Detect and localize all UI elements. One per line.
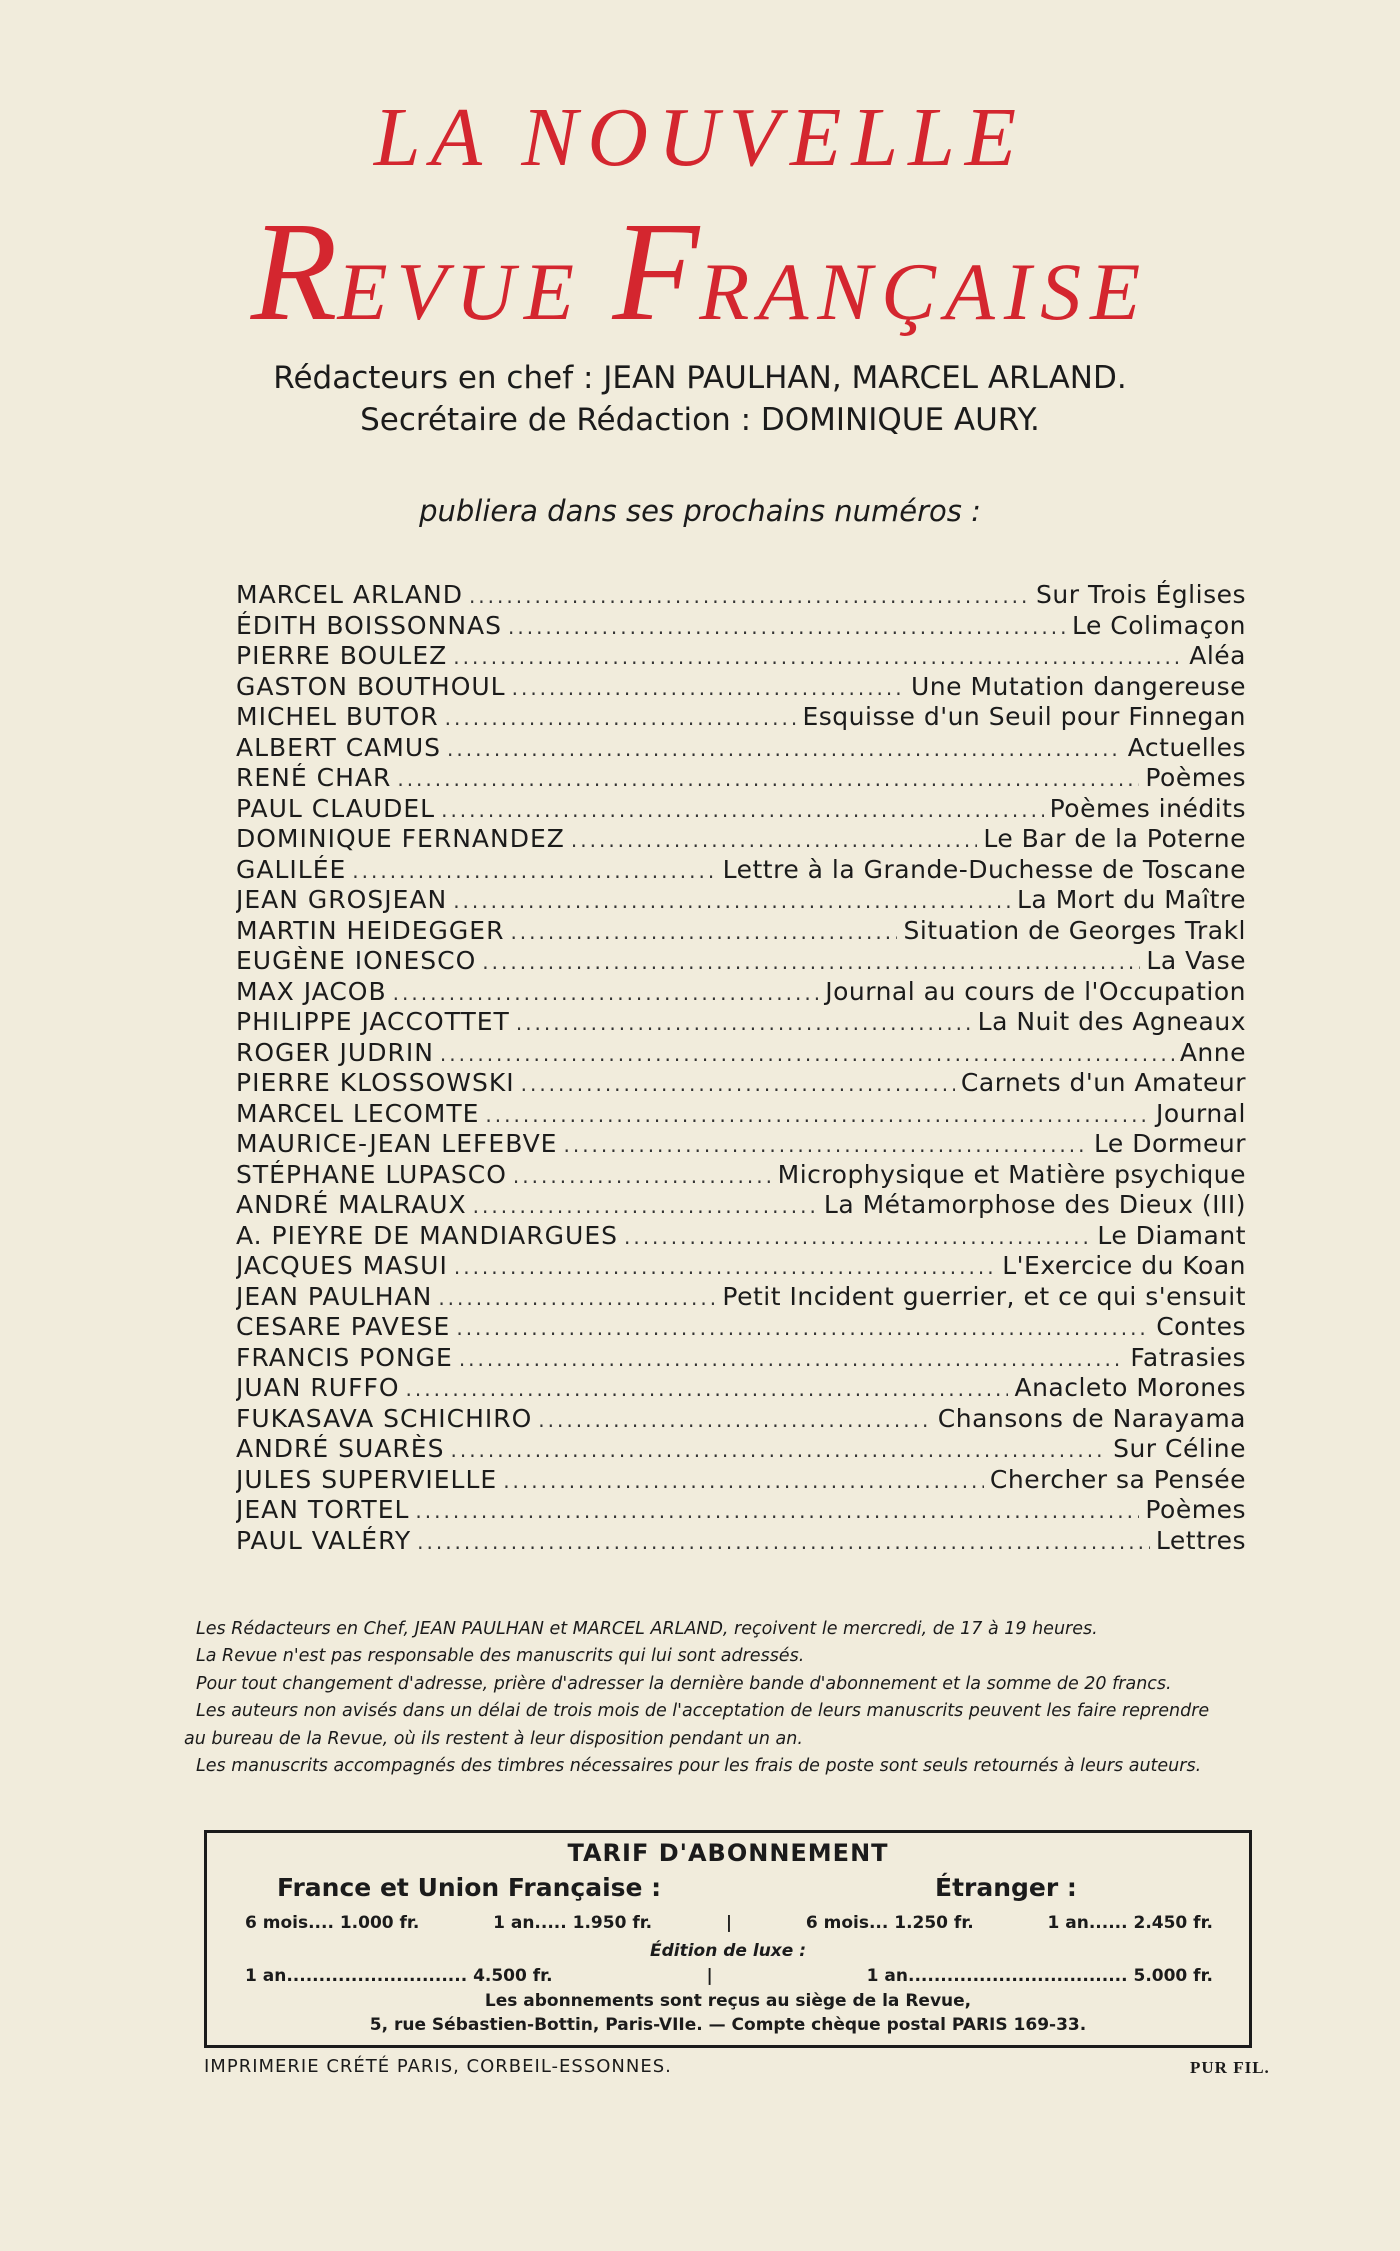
work-title: L'Exercice du Koan <box>1002 1251 1246 1280</box>
author-name: GASTON BOUTHOUL <box>236 671 506 701</box>
work-title: Sur Céline <box>1113 1434 1246 1463</box>
author-name: ÉDITH BOISSONNAS <box>236 610 502 640</box>
luxe-heading: Édition de luxe : <box>649 1941 807 1961</box>
author-name: ALBERT CAMUS <box>236 732 442 762</box>
contents-row <box>236 855 1246 886</box>
work-title: Chercher sa Pensée <box>989 1464 1246 1494</box>
contents-row <box>236 885 1246 916</box>
work-title: Anne <box>1179 1037 1246 1067</box>
dot-leader <box>516 1011 972 1035</box>
contents-row <box>236 672 1246 703</box>
dot-leader <box>563 1133 1087 1157</box>
contents-row <box>236 1526 1246 1557</box>
contents-row <box>236 1221 1246 1252</box>
dot-leader <box>447 737 1122 761</box>
contents-row <box>236 611 1246 642</box>
contents-list <box>236 580 1246 1556</box>
dot-leader <box>482 950 1140 974</box>
dot-leader <box>454 1255 996 1279</box>
dot-leader <box>512 676 905 700</box>
dot-leader <box>406 1377 1009 1401</box>
dot-leader <box>445 706 797 730</box>
work-title: Situation de Georges Trakl <box>903 915 1246 945</box>
masthead-line2 <box>0 192 1400 350</box>
contents-row <box>236 1251 1246 1282</box>
work-title: Petit Incident guerrier, et ce qui s'ensuit <box>722 1281 1246 1311</box>
author-name: PAUL CLAUDEL <box>236 793 436 823</box>
contents-row <box>236 824 1246 855</box>
contents-row <box>236 916 1246 947</box>
work-title: Microphysique et Matière psychique <box>777 1159 1246 1189</box>
dot-leader <box>510 920 897 944</box>
contents-row <box>236 702 1246 733</box>
contents-row <box>236 1160 1246 1191</box>
author-name: JEAN PAULHAN <box>236 1281 433 1311</box>
author-name: FRANCIS PONGE <box>236 1342 453 1372</box>
dot-leader <box>438 1286 716 1310</box>
dot-leader <box>441 798 1044 822</box>
france-heading: France et Union Française : <box>277 1873 662 1902</box>
dot-leader <box>485 1103 1150 1127</box>
dot-leader <box>456 1316 1150 1340</box>
price-cell: 1 an...... 2.450 fr. <box>1047 1913 1213 1933</box>
upcoming-heading: publiera dans ses prochains numéros : <box>419 494 981 528</box>
work-title: La Métamorphose des Dieux (III) <box>823 1190 1246 1219</box>
contents-row <box>236 733 1246 764</box>
work-title: Journal au cours de l'Occupation <box>825 976 1246 1006</box>
contents-row <box>236 1373 1246 1404</box>
dot-leader <box>538 1408 931 1432</box>
work-title: Anacleto Morones <box>1014 1373 1246 1402</box>
contents-row <box>236 1343 1246 1374</box>
dot-leader <box>415 1499 1139 1523</box>
work-title: Poèmes <box>1145 1495 1246 1524</box>
work-title: Fatrasies <box>1130 1342 1246 1372</box>
author-name: ANDRÉ SUARÈS <box>236 1434 445 1463</box>
dot-leader <box>513 1164 772 1188</box>
subscription-title: TARIF D'ABONNEMENT <box>567 1839 889 1867</box>
work-title: La Mort du Maître <box>1017 885 1246 914</box>
dot-leader <box>469 584 1030 608</box>
contents-row <box>236 1312 1246 1343</box>
price-cell: 1 an............................ 4.500 fr. <box>245 1966 553 1986</box>
masthead-line1: LA NOUVELLE <box>373 91 1027 184</box>
dot-leader <box>473 1194 818 1218</box>
author-name: JUAN RUFFO <box>236 1373 400 1402</box>
contents-row <box>236 977 1246 1008</box>
note-line: Les manuscrits accompagnés des timbres nécessaires pour les frais de poste sont seuls retournés à leurs auteurs. <box>196 1756 1202 1777</box>
contents-row <box>236 1129 1246 1160</box>
work-title: Le Bar de la Poterne <box>983 824 1246 853</box>
work-title: Le Colimaçon <box>1071 610 1246 640</box>
paper-note: PUR FIL. <box>1190 2058 1270 2077</box>
author-name: ROGER JUDRIN <box>236 1037 434 1067</box>
dot-leader <box>417 1530 1150 1554</box>
dot-leader <box>453 645 1183 669</box>
contents-row <box>236 1465 1246 1496</box>
author-name: MARCEL LECOMTE <box>236 1098 480 1128</box>
masthead-initial-r: R <box>250 192 338 350</box>
work-title: La Nuit des Agneaux <box>977 1007 1246 1036</box>
work-title: Le Dormeur <box>1093 1129 1246 1158</box>
work-title: Poèmes <box>1145 763 1246 792</box>
contents-row <box>236 580 1246 611</box>
contents-row <box>236 763 1246 794</box>
author-name: JACQUES MASUI <box>236 1251 448 1280</box>
price-cell: 6 mois... 1.250 fr. <box>805 1913 974 1933</box>
author-name: MARTIN HEIDEGGER <box>236 915 505 945</box>
note-line: au bureau de la Revue, où ils restent à leur disposition pendant un an. <box>184 1728 803 1749</box>
contents-row <box>236 641 1246 672</box>
contents-row <box>236 1495 1246 1526</box>
work-title: Lettre à la Grande-Duchesse de Toscane <box>722 854 1246 884</box>
work-title: Lettres <box>1155 1525 1246 1555</box>
author-name: FUKASAVA SCHICHIRO <box>236 1403 533 1433</box>
subscription-address: 5, rue Sébastien-Bottin, Paris-VIIe. — Compte chèque postal PARIS 169-33. <box>369 2015 1087 2035</box>
price-cell: 1 an.................................. 5.000 fr. <box>866 1966 1213 1986</box>
author-name: PHILIPPE JACCOTTET <box>236 1007 510 1036</box>
work-title: Poèmes inédits <box>1049 793 1246 823</box>
printer-imprint: IMPRIMERIE CRÉTÉ PARIS, CORBEIL-ESSONNES. <box>204 2056 672 2077</box>
contents-row <box>236 1404 1246 1435</box>
dot-leader <box>453 889 1011 913</box>
author-name: MAURICE-JEAN LEFEBVE <box>236 1129 558 1158</box>
dot-leader <box>459 1347 1125 1371</box>
author-name: JEAN GROSJEAN <box>236 885 448 914</box>
masthead-evue: EVUE <box>337 246 583 337</box>
contents-row <box>236 946 1246 977</box>
work-title: Journal <box>1156 1098 1246 1128</box>
author-name: STÉPHANE LUPASCO <box>236 1159 507 1189</box>
editors-block <box>0 358 1400 442</box>
work-title: Contes <box>1156 1312 1246 1341</box>
note-line: La Revue n'est pas responsable des manuscrits qui lui sont adressés. <box>196 1646 805 1667</box>
subscription-box <box>204 1830 1252 2048</box>
work-title: Esquisse d'un Seuil pour Finnegan <box>802 702 1246 731</box>
contents-row <box>236 1099 1246 1130</box>
masthead-initial-f: F <box>612 192 700 350</box>
dot-leader <box>508 615 1066 639</box>
author-name: PIERRE KLOSSOWSKI <box>236 1068 515 1097</box>
masthead-rancaise: RANÇAISE <box>699 246 1150 337</box>
author-name: ANDRÉ MALRAUX <box>236 1190 467 1219</box>
author-name: EUGÈNE IONESCO <box>236 946 477 975</box>
author-name: PIERRE BOULEZ <box>236 641 448 670</box>
author-name: MAX JACOB <box>236 976 387 1006</box>
editorial-notes <box>184 1616 1296 1780</box>
work-title: Actuelles <box>1127 732 1246 762</box>
work-title: Chansons de Narayama <box>937 1403 1246 1433</box>
luxe-prices <box>245 1966 1213 1986</box>
note-line: Les Rédacteurs en Chef, JEAN PAULHAN et MARCEL ARLAND, reçoivent le mercredi, de 17 à 19 heures. <box>196 1619 1098 1639</box>
author-name: A. PIEYRE DE MANDIARGUES <box>236 1220 618 1250</box>
price-cell: | <box>725 1913 733 1933</box>
price-cell: 6 mois.... 1.000 fr. <box>245 1913 420 1933</box>
dot-leader <box>521 1072 955 1096</box>
work-title: Le Diamant <box>1097 1220 1246 1250</box>
editors-in-chief: Rédacteurs en chef : JEAN PAULHAN, MARCEL ARLAND. <box>273 360 1127 396</box>
work-title: Sur Trois Églises <box>1036 580 1246 609</box>
price-cell: | <box>706 1966 713 1986</box>
dot-leader <box>503 1469 984 1493</box>
note-line: Les auteurs non avisés dans un délai de trois mois de l'acceptation de leurs manuscrits peuvent les faire reprendre <box>196 1701 1210 1722</box>
author-name: CESARE PAVESE <box>236 1312 451 1341</box>
subscription-note: Les abonnements sont reçus au siège de la Revue, <box>484 1991 972 2011</box>
author-name: JEAN TORTEL <box>236 1495 410 1524</box>
contents-row <box>236 1068 1246 1099</box>
contents-row <box>236 1282 1246 1313</box>
note-line: Pour tout changement d'adresse, prière d'adresser la dernière bande d'abonnement et la somme de 20 francs. <box>196 1673 1172 1694</box>
dot-leader <box>571 828 977 852</box>
work-title: Une Mutation dangereuse <box>911 671 1246 701</box>
work-title: Carnets d'un Amateur <box>960 1068 1246 1097</box>
work-title: La Vase <box>1146 946 1246 975</box>
author-name: DOMINIQUE FERNANDEZ <box>236 824 565 853</box>
dot-leader <box>393 981 820 1005</box>
contents-row <box>236 1434 1246 1465</box>
ordinary-prices <box>245 1913 1213 1933</box>
contents-row <box>236 1190 1246 1221</box>
dot-leader <box>450 1438 1107 1462</box>
contents-row <box>236 1007 1246 1038</box>
dot-leader <box>624 1225 1091 1249</box>
work-title: Aléa <box>1189 641 1246 670</box>
price-cell: 1 an..... 1.950 fr. <box>493 1913 653 1933</box>
author-name: PAUL VALÉRY <box>236 1525 412 1555</box>
author-name: RENÉ CHAR <box>236 763 392 792</box>
dot-leader <box>397 767 1139 791</box>
contents-row <box>236 794 1246 825</box>
dot-leader <box>440 1042 1174 1066</box>
author-name: JULES SUPERVIELLE <box>236 1464 498 1494</box>
editorial-secretary: Secrétaire de Rédaction : DOMINIQUE AURY. <box>360 401 1040 438</box>
etranger-heading: Étranger : <box>935 1873 1077 1902</box>
author-name: MICHEL BUTOR <box>236 702 439 731</box>
dot-leader <box>352 859 716 883</box>
author-name: MARCEL ARLAND <box>236 580 463 609</box>
author-name: GALILÉE <box>236 854 347 884</box>
contents-row <box>236 1038 1246 1069</box>
